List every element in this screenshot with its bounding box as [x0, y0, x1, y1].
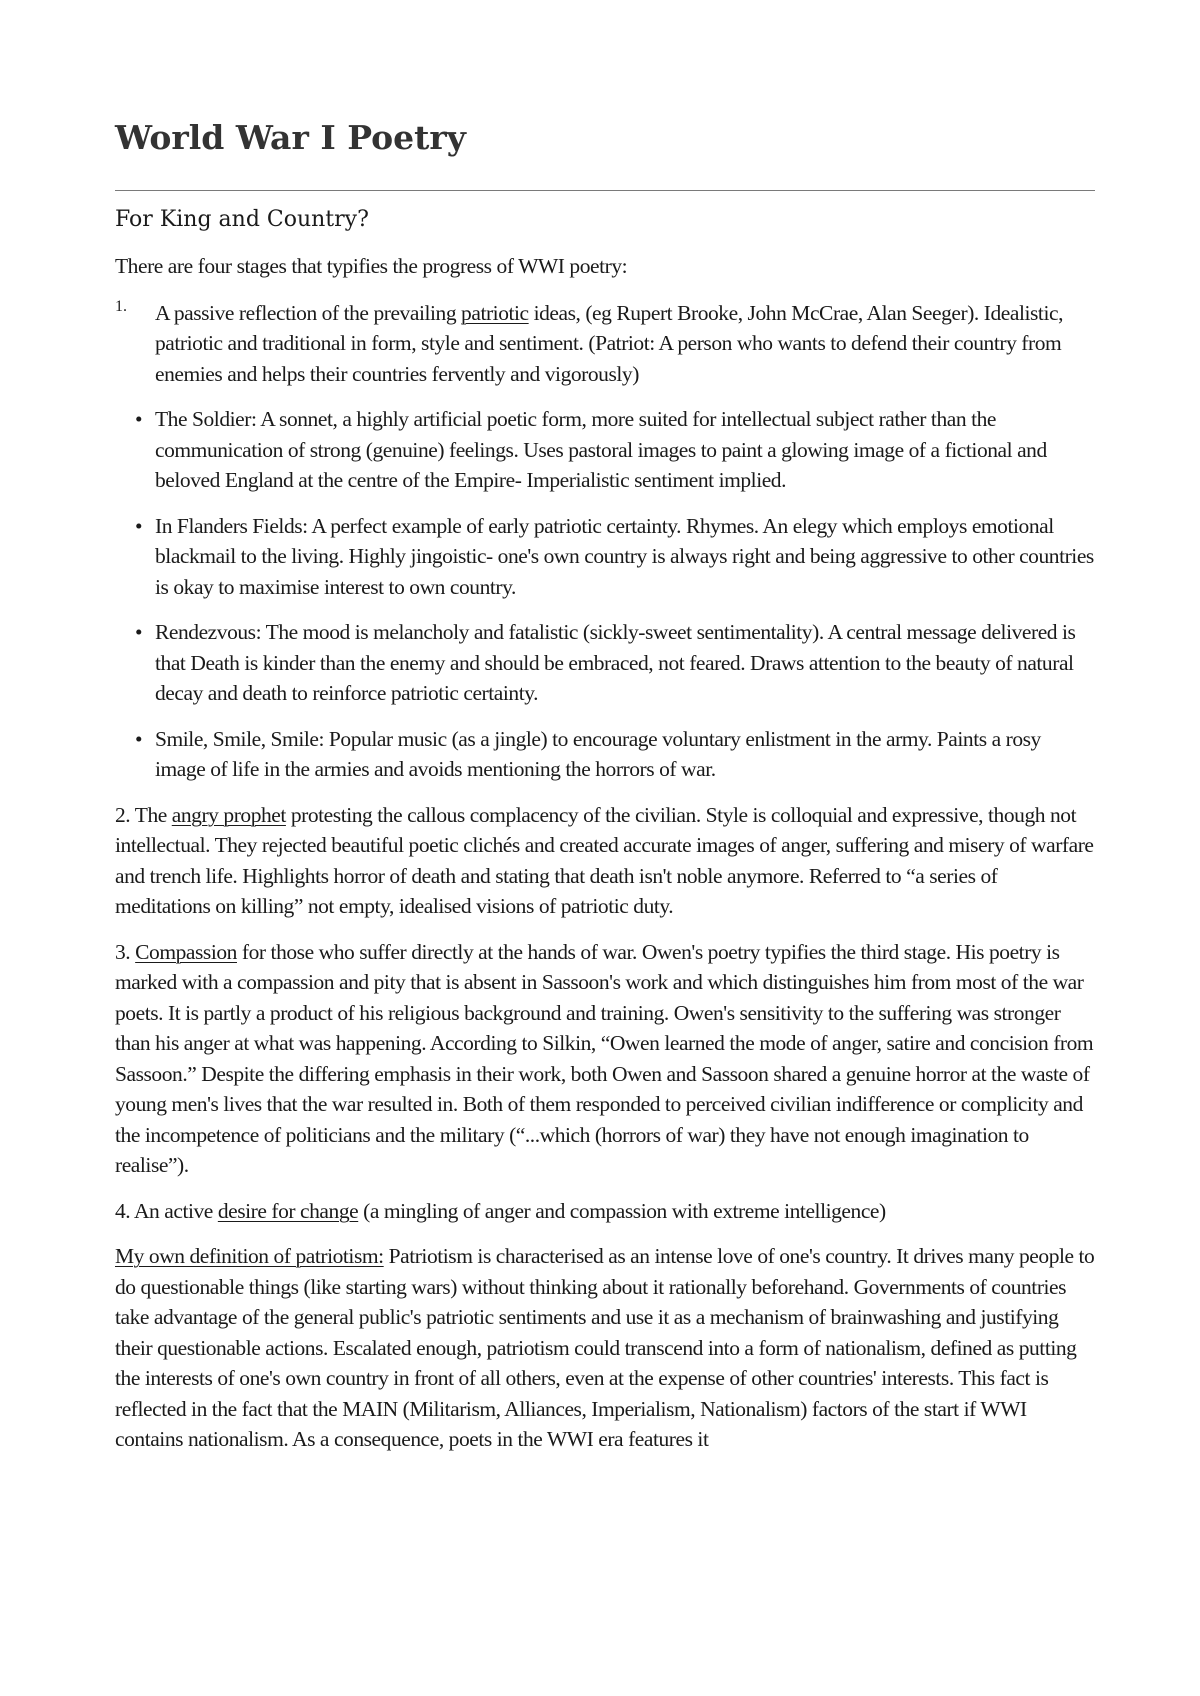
compassion-underlined-term: Compassion [135, 939, 237, 964]
stage-4-text-end: (a mingling of anger and compassion with extreme intelligence) [358, 1198, 886, 1223]
poem-note-text: The Soldier: A sonnet, a highly artificial poetic form, more suited for intellectual subject rather than the communication of strong (genuine) feelings. Uses pastoral images to paint a glowing image of a fictional and beloved England at the centre of the Empire- Imperialistic sentiment implied. [155, 407, 1047, 492]
patriotism-definition-paragraph [115, 1241, 1095, 1455]
stage-4-paragraph [115, 1196, 1095, 1227]
stage-2-text-end: protesting the callous complacency of the civilian. Style is colloquial and expressive, though not intellectual. They rejected beautiful poetic clichés and created accurate images of anger, suffering and misery of warfare and trench life. Highlights horror of death and stating that death isn't noble anymore. Referred to “a series of meditations on killing” not empty, idealised visions of patriotic duty. [115, 802, 1094, 918]
stage-1-text [155, 298, 1095, 390]
bullet-icon: • [135, 407, 143, 431]
poem-note-the-soldier [115, 404, 1095, 496]
stage-4-text-start: 4. An active [115, 1198, 218, 1223]
stage-1-text-start: A passive reflection of the prevailing [155, 300, 462, 325]
intro-paragraph: There are four stages that typifies the progress of WWI poetry: [115, 254, 628, 278]
bullet-icon: • [135, 513, 143, 538]
stage-3-paragraph [115, 937, 1095, 1181]
definition-text: Patriotism is characterised as an intense love of one's country. It drives many people to do questionable things (like starting wars) without thinking about it rationally beforehand. Governments of countries take advantage of the general public's patriotic sentiments and use it as a mechanism of brainwashing and justifying their questionable actions. Escalated enough, patriotism could transcend into a form of nationalism, defined as putting the interests of one's own country in front of all others, even at the expense of other countries' interests. This fact is reflected in the fact that the MAIN (Militarism, Alliances, Imperialism, Nationalism) factors of the start if WWI contains nationalism. As a consequence, poets in the WWI era features it [115, 1244, 1095, 1451]
document-title: World War I Poetry [115, 118, 466, 157]
stage-1-item [115, 298, 1095, 390]
poem-note-text: In Flanders Fields: A perfect example of early patriotic certainty. Rhymes. An elegy which employs emotional blackmail to the living. Highly jingoistic- one's own country is always right and being aggressive to other countries is okay to maximise interest to own country. [155, 513, 1094, 599]
poem-note-text: Rendezvous: The mood is melancholy and fatalistic (sickly-sweet sentimentality). A central message delivered is that Death is kinder than the enemy and should be embraced, not feared. Draws attention to the beauty of natural decay and death to reinforce patriotic certainty. [155, 620, 1076, 705]
stage-2-paragraph [115, 800, 1095, 922]
title-divider [115, 190, 1095, 191]
stage-1-text-end: ideas, (eg Rupert Brooke, John McCrae, Alan Seeger). Idealistic, patriotic and traditional in form, style and sentiment. (Patriot: A person who wants to defend their country from enemies and helps their countries fervently and vigorously) [155, 300, 1063, 386]
desire-for-change-underlined-term: desire for change [217, 1198, 359, 1223]
bullet-icon: • [135, 620, 143, 644]
section-heading: For King and Country? [115, 207, 369, 232]
poem-note-text: Smile, Smile, Smile: Popular music (as a jingle) to encourage voluntary enlistment in the army. Paints a rosy image of life in the armies and avoids mentioning the horrors of war. [155, 726, 1041, 781]
bullet-icon: • [135, 726, 143, 751]
stage-3-text-start: 3. [115, 939, 136, 964]
poem-note-in-flanders-fields [115, 511, 1095, 603]
angry-prophet-underlined-term: angry prophet [171, 802, 286, 827]
poem-notes-list [115, 404, 1095, 785]
stage-2-text-start: 2. The [115, 802, 172, 827]
definition-label: My own definition of patriotism: [115, 1244, 384, 1268]
document-page [115, 112, 1095, 1455]
patriotic-underlined-term: patriotic [461, 300, 529, 325]
stage-1-number: 1. [115, 297, 127, 315]
poem-note-rendezvous [115, 617, 1095, 709]
stage-3-text-end: for those who suffer directly at the hands of war. Owen's poetry typifies the third stage. His poetry is marked with a compassion and pity that is absent in Sassoon's work and which distinguishes him from most of the war poets. It is partly a product of his religious background and training. Owen's sensitivity to the suffering was stronger than his anger at what was happening. According to Silkin, “Owen learned the mode of anger, satire and concision from Sassoon.” Despite the differing emphasis in their work, both Owen and Sassoon shared a genuine horror at the waste of young men's lives that the war resulted in. Both of them responded to perceived civilian indifference or complicity and the incompetence of politicians and the military (“...which (horrors of war) they have not enough imagination to realise”). [115, 939, 1094, 1177]
poem-note-smile-smile-smile [115, 724, 1095, 785]
